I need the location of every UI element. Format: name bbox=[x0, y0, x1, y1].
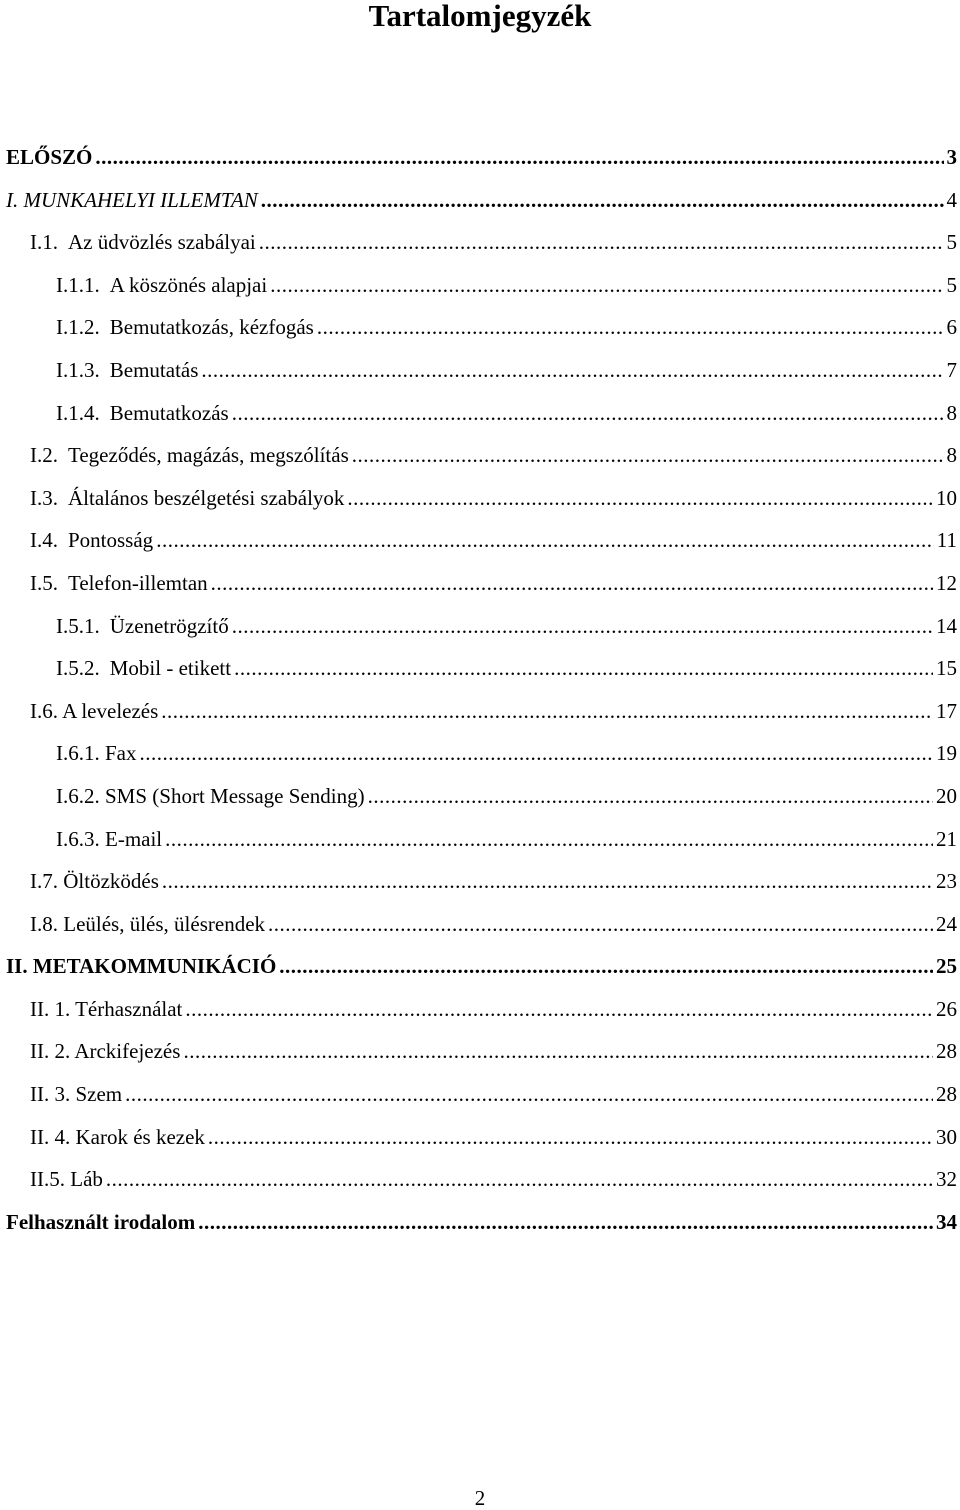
toc-entry-text: Bemutatkozás bbox=[109, 400, 229, 425]
toc-entry-bemutatkozas[interactable] bbox=[6, 398, 957, 441]
toc-page-number: 32 bbox=[936, 1167, 957, 1192]
toc-entry-text: Üzenetrögzítő bbox=[109, 613, 229, 638]
toc-page-number: 19 bbox=[936, 741, 957, 766]
toc-page-number: 20 bbox=[936, 783, 957, 808]
toc-page-number: 8 bbox=[946, 443, 957, 468]
toc-dot-leader bbox=[185, 994, 933, 1024]
toc-page-number: 17 bbox=[936, 698, 957, 723]
toc-page-number: 12 bbox=[936, 570, 957, 595]
toc-entry-szem[interactable] bbox=[6, 1079, 957, 1122]
toc-page-number: 34 bbox=[936, 1209, 957, 1234]
toc-dot-leader bbox=[317, 312, 944, 342]
toc-entry-koszones[interactable] bbox=[6, 270, 957, 313]
toc-entry-tegezodes[interactable] bbox=[6, 440, 957, 483]
toc-page-number: 26 bbox=[936, 996, 957, 1021]
toc-entry-text: I.7. Öltözködés bbox=[30, 869, 159, 894]
toc-dot-leader bbox=[125, 1079, 933, 1109]
toc-page-number: 6 bbox=[946, 315, 957, 340]
toc-entry-text: ELŐSZÓ bbox=[6, 145, 93, 169]
toc-dot-leader bbox=[161, 696, 933, 726]
toc-dot-leader bbox=[232, 611, 933, 641]
toc-entry-leules[interactable] bbox=[6, 909, 957, 952]
toc-entry-bemutatas[interactable] bbox=[6, 355, 957, 398]
toc-entry-number: I.1.3. bbox=[56, 357, 100, 382]
toc-entry-number: I.4. bbox=[30, 528, 58, 553]
toc-page-number: 5 bbox=[946, 230, 957, 255]
toc-entry-pontossag[interactable] bbox=[6, 525, 957, 568]
toc-dot-leader bbox=[165, 824, 933, 854]
toc-entry-number: I.5.2. bbox=[56, 656, 100, 681]
toc-entry-text: Általános beszélgetési szabályok bbox=[68, 485, 345, 510]
toc-page-number: 10 bbox=[936, 485, 957, 510]
toc-entry-text: Az üdvözlés szabályai bbox=[68, 230, 256, 255]
toc-page-number: 7 bbox=[946, 357, 957, 382]
toc-dot-leader bbox=[201, 355, 943, 385]
page-number: 2 bbox=[474, 1486, 486, 1510]
toc-entry-text: A köszönés alapjai bbox=[109, 272, 268, 297]
toc-entry-text: Bemutatkozás, kézfogás bbox=[109, 315, 314, 340]
toc-entry-number: I.5.1. bbox=[56, 613, 100, 638]
toc-entry-telefon-illemtan[interactable] bbox=[6, 568, 957, 611]
page-title: Tartalomjegyzék bbox=[368, 0, 592, 33]
toc-page-number: 25 bbox=[936, 954, 957, 979]
toc-page-number: 15 bbox=[936, 656, 957, 681]
toc-page-number: 28 bbox=[936, 1082, 957, 1107]
toc-entry-munkahelyi-illemtan[interactable] bbox=[6, 185, 957, 228]
toc-dot-leader bbox=[261, 185, 944, 215]
toc-dot-leader bbox=[211, 568, 933, 598]
toc-entry-number: I.1. bbox=[30, 230, 58, 255]
toc-entry-text: Bemutatás bbox=[109, 357, 199, 382]
toc-page-number: 11 bbox=[936, 528, 957, 553]
toc-entry-email[interactable] bbox=[6, 824, 957, 867]
toc-page-number: 30 bbox=[936, 1124, 957, 1149]
toc-entry-text: Felhasznált irodalom bbox=[6, 1209, 196, 1234]
toc-page-number: 24 bbox=[936, 911, 957, 936]
toc-entry-text: Pontosság bbox=[68, 528, 154, 553]
toc-entry-text: II. 4. Karok és kezek bbox=[30, 1124, 205, 1149]
toc-entry-text: II. 2. Arckifejezés bbox=[30, 1039, 181, 1064]
toc-dot-leader bbox=[198, 1207, 933, 1237]
toc-page-number: 5 bbox=[946, 272, 957, 297]
toc-entry-text: I.6.2. SMS (Short Message Sending) bbox=[56, 783, 365, 808]
toc-dot-leader bbox=[352, 440, 944, 470]
toc-entry-karok-kezek[interactable] bbox=[6, 1122, 957, 1165]
toc-entry-sms[interactable] bbox=[6, 781, 957, 824]
toc-entry-text: I. MUNKAHELYI ILLEMTAN bbox=[6, 187, 258, 212]
toc-entry-text: Telefon-illemtan bbox=[68, 570, 208, 595]
toc-entry-number: I.1.1. bbox=[56, 272, 100, 297]
toc-entry-levelezes[interactable] bbox=[6, 696, 957, 739]
toc-entry-udvozles[interactable] bbox=[6, 227, 957, 270]
toc-dot-leader bbox=[259, 227, 944, 257]
toc-entry-text: I.6.3. E-mail bbox=[56, 826, 163, 851]
toc-entry-number: I.5. bbox=[30, 570, 58, 595]
toc-page-number: 14 bbox=[936, 613, 957, 638]
toc-entry-text: I.6.1. Fax bbox=[56, 741, 137, 766]
toc-entry-oltozkodes[interactable] bbox=[6, 866, 957, 909]
toc-entry-text: Tegeződés, magázás, megszólítás bbox=[68, 443, 349, 468]
toc-entry-mobil-etikett[interactable] bbox=[6, 653, 957, 696]
toc-page-number: 21 bbox=[936, 826, 957, 851]
toc-dot-leader bbox=[208, 1122, 933, 1152]
toc-entry-number: I.3. bbox=[30, 485, 58, 510]
toc-dot-leader bbox=[232, 398, 944, 428]
toc-page-number: 28 bbox=[936, 1039, 957, 1064]
toc-entry-text: II. 1. Térhasználat bbox=[30, 996, 183, 1021]
toc-entry-number: I.1.2. bbox=[56, 315, 100, 340]
toc-entry-arckifejezes[interactable] bbox=[6, 1036, 957, 1079]
toc-dot-leader bbox=[140, 738, 934, 768]
toc-entry-number: I.1.4. bbox=[56, 400, 100, 425]
toc-dot-leader bbox=[156, 525, 934, 555]
toc-entry-text: II. 3. Szem bbox=[30, 1082, 123, 1107]
toc-dot-leader bbox=[234, 653, 933, 683]
toc-dot-leader bbox=[270, 270, 943, 300]
table-of-contents bbox=[6, 142, 957, 1249]
toc-entry-text: Mobil - etikett bbox=[109, 656, 232, 681]
toc-entry-number: I.2. bbox=[30, 443, 58, 468]
toc-page-number: 3 bbox=[946, 145, 957, 169]
toc-dot-leader bbox=[279, 951, 933, 981]
toc-page-number: 8 bbox=[946, 400, 957, 425]
toc-entry-bemutatkozas-kezfogas[interactable] bbox=[6, 312, 957, 355]
toc-entry-felhasznalt-irodalom[interactable] bbox=[6, 1207, 957, 1250]
toc-entry-uzenetrogzito[interactable] bbox=[6, 611, 957, 654]
toc-entry-eloszo[interactable] bbox=[6, 142, 957, 185]
toc-entry-terhasznalat[interactable] bbox=[6, 994, 957, 1037]
toc-entry-fax[interactable] bbox=[6, 738, 957, 781]
toc-dot-leader bbox=[162, 866, 933, 896]
toc-page-number: 23 bbox=[936, 869, 957, 894]
toc-entry-lab[interactable] bbox=[6, 1164, 957, 1207]
toc-dot-leader bbox=[183, 1036, 933, 1066]
toc-entry-metakommunikacio[interactable] bbox=[6, 951, 957, 994]
toc-dot-leader bbox=[106, 1164, 933, 1194]
toc-entry-text: I.8. Leülés, ülés, ülésrendek bbox=[30, 911, 266, 936]
toc-entry-text: I.6. A levelezés bbox=[30, 698, 159, 723]
toc-entry-text: II.5. Láb bbox=[30, 1167, 103, 1192]
toc-page-number: 4 bbox=[946, 187, 957, 212]
toc-dot-leader bbox=[268, 909, 933, 939]
toc-dot-leader bbox=[347, 483, 933, 513]
toc-entry-text: II. METAKOMMUNIKÁCIÓ bbox=[6, 954, 277, 979]
toc-dot-leader bbox=[368, 781, 933, 811]
toc-dot-leader bbox=[95, 142, 943, 172]
toc-entry-beszelgetesi-szabalyok[interactable] bbox=[6, 483, 957, 526]
